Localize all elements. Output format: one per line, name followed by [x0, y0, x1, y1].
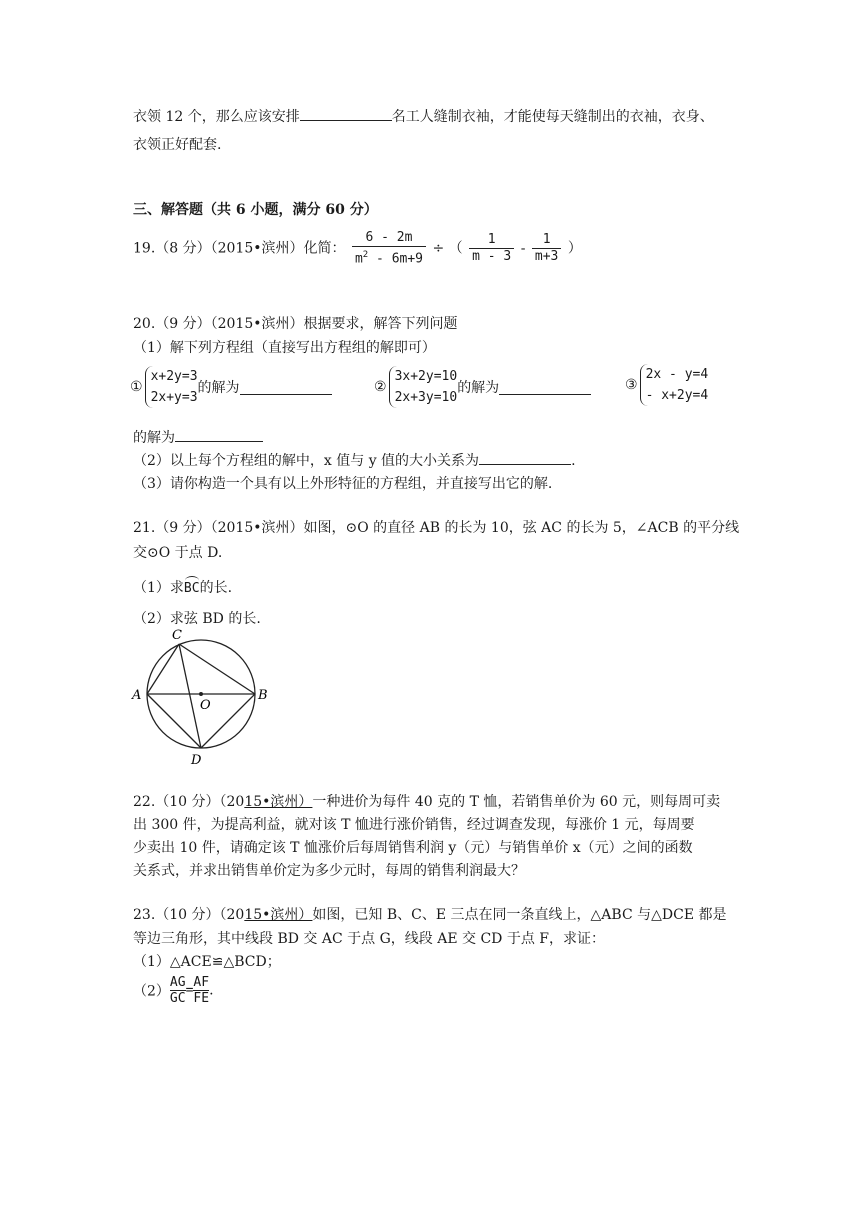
q20-sys3-answer: 的解为 — [133, 427, 263, 447]
q19-lparen: （ — [448, 240, 463, 257]
intro-line-1 — [133, 106, 714, 126]
chord-ac — [147, 644, 179, 694]
q22-line-1: 22.（10 分）（2015•滨州）一种进价为每件 40 克的 T 恤，若销售单价为 60 元，则每周可卖 — [133, 794, 721, 810]
intro-text-a: 衣领 12 个，那么应该安排 — [133, 109, 300, 125]
q23-line-1: 23.（10 分）（2015•滨州）如图，已知 B、C、E 三点在同一条直线上，△ABC 与△DCE 都是 — [133, 907, 727, 923]
q19-rparen: ） — [567, 240, 582, 257]
q20-system-2: ② 3x+2y=10 2x+3y=10 的解为 — [374, 366, 591, 408]
label-d: D — [191, 753, 202, 768]
center-dot — [199, 692, 203, 696]
section-title: 三、解答题（共 6 小题，满分 60 分） — [133, 202, 378, 218]
q19-minus: - — [520, 240, 526, 257]
q19-denominator: $m^2 - 6m+9$ — [354, 250, 424, 267]
q23-source-link[interactable]: 15•滨州） — [244, 907, 313, 923]
answer-blank[interactable] — [300, 106, 392, 121]
q22-line-3: 少卖出 10 件，请确定该 T 恤涨价后每周销售利润 y（元）与销售单价 x（元）之间的函数 — [133, 840, 693, 856]
sys1-brace: x+2y=3 2x+y=3 — [145, 366, 198, 408]
q19-head: 19.（8 分）（2015•滨州）化简： — [133, 240, 346, 257]
sys3-label: ③ — [625, 377, 638, 393]
chord-cd — [179, 644, 201, 748]
q22-line-4: 关系式，并求出销售单价定为多少元时，每周的销售利润最大？ — [133, 863, 525, 879]
q23-part-2: （2） $\frac{AG}{GC}$ = $\frac{AF}{FE}$ . — [133, 975, 214, 1006]
label-a: A — [132, 688, 142, 703]
q20-system-1: ① x+2y=3 2x+y=3 的解为 — [130, 366, 332, 408]
arc-bc: BC — [183, 581, 200, 596]
q21-part-1: （1）求BC的长. — [133, 580, 233, 596]
intro-line-2: 衣领正好配套. — [133, 137, 222, 153]
q20-p2-blank[interactable] — [479, 450, 571, 465]
sys2-label: ② — [374, 379, 387, 395]
sys2-brace: 3x+2y=10 2x+3y=10 — [389, 366, 458, 408]
q21-part-2: （2）求弦 BD 的长. — [133, 611, 261, 627]
q21-line-2: 交⊙O 于点 D. — [133, 545, 223, 561]
q23-line-2: 等边三角形，其中线段 BD 交 AC 于点 G，线段 AE 交 CD 于点 F，求证： — [133, 931, 605, 947]
chord-ad — [147, 694, 201, 748]
sys2-answer-blank[interactable] — [499, 380, 591, 395]
q20-head: 20.（9 分）（2015•滨州）根据要求，解答下列问题 — [133, 316, 458, 332]
sys1-label: ① — [130, 379, 143, 395]
label-b: B — [258, 688, 268, 703]
sys3-answer-blank[interactable] — [175, 427, 263, 442]
q23-fraction-af-fe: $\frac{AF}{FE}$ — [193, 975, 210, 1006]
intro-text-b: 名工人缝制衣袖，才能使每天缝制出的衣袖，衣身、 — [391, 109, 714, 125]
label-c: C — [172, 628, 182, 643]
q20-part-2: （2）以上每个方程组的解中，x 值与 y 值的大小关系为 . — [133, 450, 576, 470]
q21-line-1: 21.（9 分）（2015•滨州）如图，⊙O 的直径 AB 的长为 10，弦 AC 的长为 5，∠ACB 的平分线 — [133, 520, 740, 536]
chord-cb — [179, 644, 255, 694]
q19-fraction-2: $\frac{1}{m - 3}$ — [469, 232, 514, 265]
q23-fraction-ag-gc: $\frac{AG}{GC}$ — [169, 975, 186, 1006]
question-19 — [133, 230, 582, 267]
q20-system-3 — [625, 364, 708, 406]
q23-part-1: （1）△ACE≌△BCD； — [133, 954, 281, 970]
q19-divide-sign: ÷ — [432, 240, 445, 257]
circle-figure — [128, 624, 278, 770]
q22-line-2: 出 300 件，为提高利益，就对该 T 恤进行涨价销售，经过调查发现，每涨价 1 元，每周要 — [133, 817, 695, 833]
q20-part-1: （1）解下列方程组（直接写出方程组的解即可） — [133, 340, 436, 356]
q19-numerator: 6 - 2m — [352, 230, 426, 247]
sys3-brace: 2x - y=4 - x+2y=4 — [640, 364, 709, 406]
q20-part-3: （3）请你构造一个具有以上外形特征的方程组，并直接写出它的解. — [133, 476, 553, 492]
sys1-answer-blank[interactable] — [240, 380, 332, 395]
q19-main-fraction — [352, 230, 426, 267]
label-o: O — [200, 698, 211, 713]
q19-fraction-3: $\frac{1}{m+3}$ — [532, 232, 561, 265]
q22-source-link[interactable]: 15•滨州） — [244, 794, 313, 810]
